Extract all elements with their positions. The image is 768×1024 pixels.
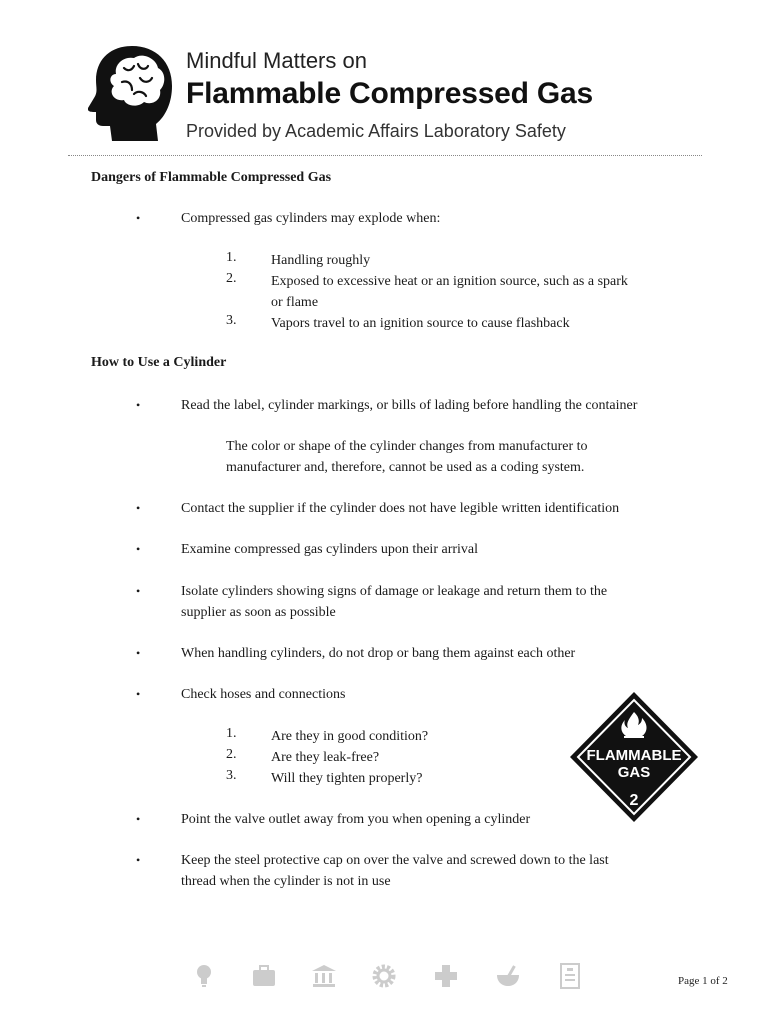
list-number: 1. bbox=[226, 726, 237, 741]
list-item-continuation: thread when the cylinder is not in use bbox=[181, 874, 391, 889]
list-item: Are they in good condition? bbox=[271, 729, 429, 744]
list-item: Check hoses and connections bbox=[181, 687, 346, 702]
brain-head-icon bbox=[88, 44, 174, 142]
list-item: When handling cylinders, do not drop or bang them against each other bbox=[181, 646, 576, 661]
header-provider: Provided by Academic Affairs Laboratory Safety bbox=[186, 121, 566, 141]
bullet-marker: • bbox=[136, 211, 141, 225]
header-text bbox=[186, 42, 593, 142]
list-item: Read the label, cylinder markings, or bills of lading before handling the container bbox=[181, 398, 638, 413]
cross-icon bbox=[432, 962, 460, 990]
list-item: Contact the supplier if the cylinder does not have legible written identification bbox=[181, 501, 620, 516]
list-item-continuation: or flame bbox=[271, 295, 319, 310]
bullet-marker: • bbox=[136, 812, 141, 826]
list-item: Isolate cylinders showing signs of damage or leakage and return them to the bbox=[181, 584, 608, 599]
list-item: Handling roughly bbox=[271, 253, 371, 268]
list-item: Compressed gas cylinders may explode when: bbox=[181, 211, 441, 226]
eye-chart-icon bbox=[556, 962, 584, 990]
list-item: Point the valve outlet away from you when opening a cylinder bbox=[181, 812, 531, 827]
note-line: manufacturer and, therefore, cannot be used as a coding system. bbox=[226, 460, 585, 475]
bullet-marker: • bbox=[136, 853, 141, 867]
flammable-gas-placard bbox=[568, 690, 700, 824]
list-number: 3. bbox=[226, 313, 237, 328]
list-number: 3. bbox=[226, 768, 237, 783]
list-item: Will they tighten properly? bbox=[271, 771, 423, 786]
bullet-marker: • bbox=[136, 501, 141, 515]
list-number: 1. bbox=[226, 250, 237, 265]
list-item: Vapors travel to an ignition source to cause flashback bbox=[271, 316, 570, 331]
briefcase-icon bbox=[250, 962, 278, 990]
header-kicker: Mindful Matters on bbox=[186, 48, 367, 73]
gear-icon bbox=[370, 962, 398, 990]
bullet-marker: • bbox=[136, 584, 141, 598]
footer-icons bbox=[190, 962, 590, 994]
page-title: Flammable Compressed Gas bbox=[186, 77, 594, 110]
list-item: Keep the steel protective cap on over the valve and screwed down to the last bbox=[181, 853, 609, 868]
list-item: Exposed to excessive heat or an ignition source, such as a spark bbox=[271, 274, 628, 289]
note-line: The color or shape of the cylinder changes from manufacturer to bbox=[226, 439, 588, 454]
section-heading-use: How to Use a Cylinder bbox=[91, 355, 227, 370]
page-number: Page 1 of 2 bbox=[678, 975, 728, 987]
list-item: Examine compressed gas cylinders upon their arrival bbox=[181, 542, 479, 557]
bullet-marker: • bbox=[136, 646, 141, 660]
building-icon bbox=[310, 962, 338, 990]
list-number: 2. bbox=[226, 271, 237, 286]
lightbulb-icon bbox=[190, 962, 218, 990]
list-item: Are they leak-free? bbox=[271, 750, 380, 765]
mortar-pestle-icon bbox=[494, 962, 522, 990]
list-item-continuation: supplier as soon as possible bbox=[181, 605, 336, 620]
section-heading-dangers: Dangers of Flammable Compressed Gas bbox=[91, 170, 332, 185]
header bbox=[88, 42, 708, 146]
dotted-divider bbox=[68, 155, 702, 156]
placard-line1: FLAMMABLE bbox=[586, 747, 682, 764]
list-number: 2. bbox=[226, 747, 237, 762]
placard-line2: GAS bbox=[617, 764, 651, 781]
bullet-marker: • bbox=[136, 542, 141, 556]
bullet-marker: • bbox=[136, 398, 141, 412]
placard-class: 2 bbox=[629, 792, 639, 809]
bullet-marker: • bbox=[136, 687, 141, 701]
